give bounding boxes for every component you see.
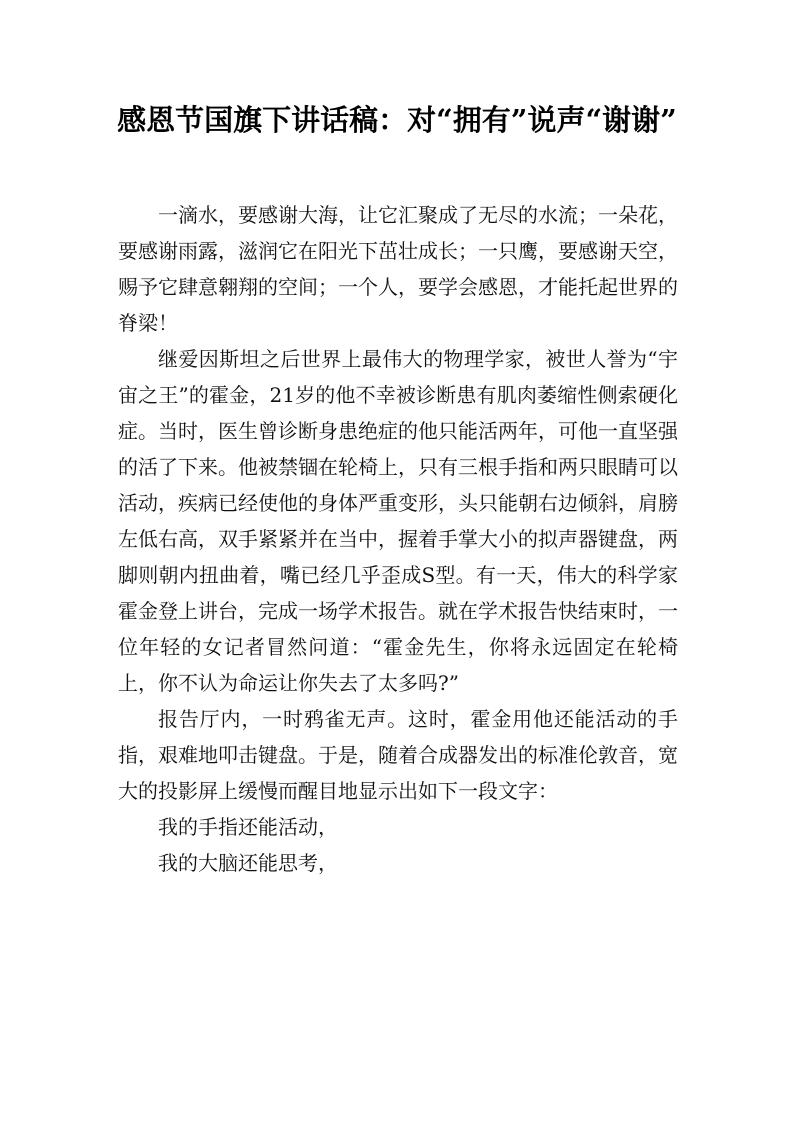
paragraph-hawking-story: 继爱因斯坦之后世界上最伟大的物理学家，被世人誉为“宇宙之王”的霍金，21岁的他不幸被诊断患有肌肉萎缩性侧索硬化症。当时，医生曾诊断身患绝症的他只能活两年，可他一直坚强的活了下来。他被禁锢在轮椅上，只有三根手指和两只眼睛可以活动，疾病已经使他的身体严重变形，头只能朝右边倾斜，肩膀左低右高，双手紧紧并在当中，握着手掌大小的拟声器键盘，两脚则朝内扭曲着，嘴已经几乎歪成S型。有一天，伟大的科学家霍金登上讲台，完成一场学术报告。就在学术报告快结束时，一位年轻的女记者冒然问道：“霍金先生，你将永远固定在轮椅上，你不认为命运让你失去了太多吗?” — [118, 347, 678, 695]
paragraph-hall-silence: 报告厅内，一时鸦雀无声。这时，霍金用他还能活动的手指，艰难地叩击键盘。于是，随着合成器发出的标准伦敦音，宽大的投影屏上缓慢而醒目地显示出如下一段文字： — [118, 707, 678, 803]
paragraph-line-fingers: 我的手指还能活动， — [158, 815, 338, 839]
document-body — [118, 197, 678, 881]
paragraph-line-brain: 我的大脑还能思考， — [158, 851, 338, 875]
paragraph-intro: 一滴水，要感谢大海，让它汇聚成了无尽的水流；一朵花，要感谢雨露，滋润它在阳光下茁壮成长；一只鹰，要感谢天空，赐予它肆意翱翔的空间；一个人，要学会感恩，才能托起世界的脊梁！ — [118, 203, 678, 335]
document-title: 感恩节国旗下讲话稿：对“拥有”说声“谢谢” — [117, 103, 677, 137]
